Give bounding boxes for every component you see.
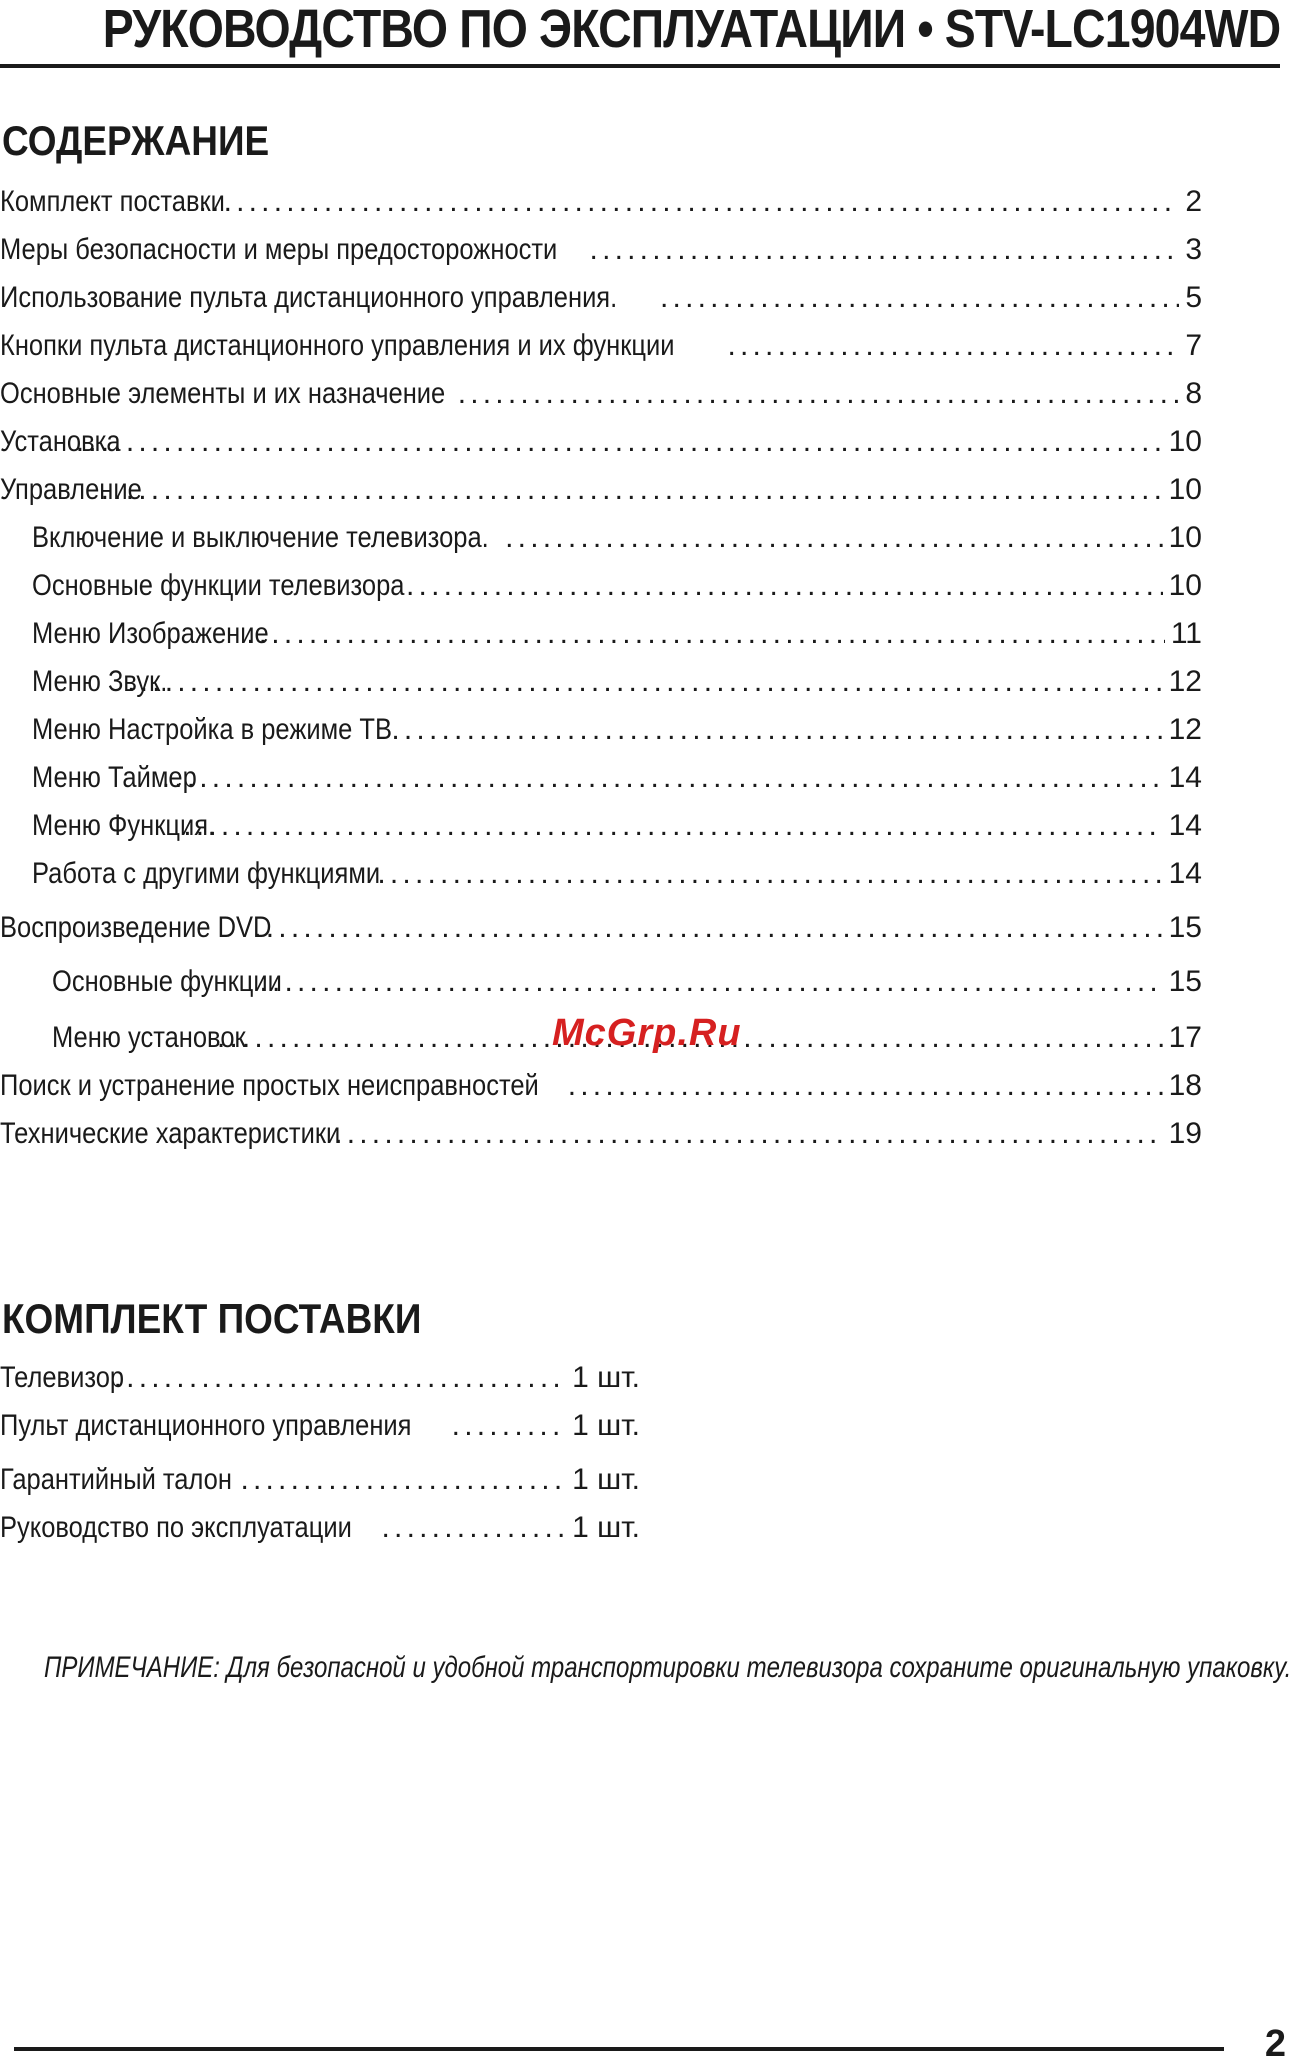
toc-item-label: Меню установок <box>52 1021 246 1054</box>
toc-leader-dots <box>334 1110 1162 1158</box>
toc-item-label: Меню Звук. <box>32 665 168 698</box>
toc-subitem <box>32 802 1202 850</box>
toc-leader-dots <box>406 562 1163 610</box>
toc-item <box>0 418 1202 466</box>
toc-item-page: 3 <box>1185 233 1202 266</box>
toc-item-page: 10 <box>1168 521 1202 554</box>
toc-leader-dots <box>76 418 1163 466</box>
toc-item-label: Основные функции <box>52 965 282 998</box>
toc-item-page: 15 <box>1168 911 1202 944</box>
kit-item <box>0 1504 640 1552</box>
toc-leader-dots <box>199 178 1180 226</box>
toc-subitem <box>32 706 1202 754</box>
toc-item <box>0 226 1202 274</box>
kit-leader-dots <box>114 1354 567 1402</box>
toc-leader-dots <box>505 514 1162 562</box>
kit-item-label: Руководство по эксплуатации <box>0 1511 352 1544</box>
kit-item-qty: 1 шт. <box>572 1463 640 1496</box>
toc-item-page: 10 <box>1168 425 1202 458</box>
toc-subitem <box>32 658 1202 706</box>
kit-item-qty: 1 шт. <box>572 1409 640 1442</box>
note: ПРИМЕЧАНИЕ: Для безопасной и удобной транспортировки телевизора сохраните оригинальную упаковку. <box>44 1651 1292 1684</box>
toc-leader-dots <box>727 322 1179 370</box>
toc-item <box>0 1110 1202 1158</box>
toc-item-label: Использование пульта дистанционного управления. <box>0 281 618 314</box>
toc-item-label: Комплект поставки <box>0 185 225 218</box>
toc-item-label: Кнопки пульта дистанционного управления и их функции <box>0 329 675 362</box>
toc-item-label: Работа с другими функциями <box>32 857 381 890</box>
toc-leader-dots <box>162 754 1163 802</box>
toc-item <box>0 370 1202 418</box>
toc-item <box>0 322 1202 370</box>
toc-item-page: 14 <box>1168 761 1202 794</box>
document-title: РУКОВОДСТВО ПО ЭКСПЛУАТАЦИИ • STV-LC1904WD <box>102 0 1280 59</box>
toc-item-page: 19 <box>1168 1117 1202 1150</box>
toc-leader-dots <box>101 466 1163 514</box>
kit-leader-dots <box>240 1456 566 1504</box>
toc-item <box>0 904 1202 952</box>
toc-item-label: Основные функции телевизора <box>32 569 405 602</box>
toc-item-page: 5 <box>1185 281 1202 314</box>
toc-leader-dots <box>246 610 1165 658</box>
page-number: 2 <box>1264 2023 1286 2065</box>
toc-item-page: 7 <box>1185 329 1202 362</box>
toc-leader-dots <box>458 370 1180 418</box>
toc-item-label: Воспроизведение DVD <box>0 911 272 944</box>
kit-item <box>0 1402 640 1450</box>
toc-item-label: Основные элементы и их назначение <box>0 377 446 410</box>
toc-item <box>0 274 1202 322</box>
toc-item-page: 11 <box>1170 617 1202 650</box>
toc-subitem <box>32 514 1202 562</box>
toc-item-page: 14 <box>1168 857 1202 890</box>
toc-item-label: Меню Настройка в режиме ТВ <box>32 713 393 746</box>
toc-item-label: Меню Функция. <box>32 809 216 842</box>
toc-leader-dots <box>590 226 1180 274</box>
toc-leader-dots <box>391 706 1162 754</box>
contents-heading: СОДЕРЖАНИЕ <box>2 117 270 164</box>
toc-leader-dots <box>568 1062 1163 1110</box>
kit-item-label: Пульт дистанционного управления <box>0 1409 412 1442</box>
toc-item-label: Технические характеристики <box>0 1117 341 1150</box>
kit-item-label: Телевизор <box>0 1361 125 1394</box>
toc-leader-dots <box>377 850 1162 898</box>
kit-item-qty: 1 шт. <box>572 1361 640 1394</box>
toc-item-label: Поиск и устранение простых неисправностей <box>0 1069 539 1102</box>
toc-leader-dots <box>127 658 1163 706</box>
toc-leader-dots <box>253 904 1162 952</box>
toc-item-label: Управление <box>0 473 142 506</box>
toc-item <box>0 466 1202 514</box>
toc-leader-dots <box>183 802 1162 850</box>
toc-subitem <box>32 850 1202 898</box>
toc-item <box>0 1062 1202 1110</box>
toc-subitem <box>52 958 1202 1006</box>
toc-item-page: 15 <box>1168 965 1202 998</box>
watermark: McGrp.Ru <box>552 1012 742 1054</box>
kit-item <box>0 1456 640 1504</box>
toc-subitem <box>32 610 1202 658</box>
header-rule <box>0 64 1280 68</box>
toc-subitem <box>32 562 1202 610</box>
toc-item-page: 14 <box>1168 809 1202 842</box>
toc-item-page: 10 <box>1168 473 1202 506</box>
footer-rule <box>14 2047 1224 2051</box>
toc-item-page: 2 <box>1185 185 1202 218</box>
toc-item <box>0 178 1202 226</box>
kit-heading: КОМПЛЕКТ ПОСТАВКИ <box>2 1295 422 1342</box>
kit-leader-dots <box>452 1402 566 1450</box>
toc-item-page: 12 <box>1168 665 1202 698</box>
toc-item-page: 10 <box>1168 569 1202 602</box>
toc-item-page: 8 <box>1185 377 1202 410</box>
toc-item-page: 17 <box>1168 1021 1202 1054</box>
toc-item-page: 18 <box>1168 1069 1202 1102</box>
toc-item-label: Меры безопасности и меры предосторожности <box>0 233 558 266</box>
kit-leader-dots <box>382 1504 567 1552</box>
toc-item-label: Установка <box>0 425 121 458</box>
toc-item-label: Меню Таймер <box>32 761 197 794</box>
toc-item-label: Меню Изображение <box>32 617 269 650</box>
toc-subitem <box>32 754 1202 802</box>
kit-item-qty: 1 шт. <box>572 1511 640 1544</box>
toc-leader-dots <box>259 958 1162 1006</box>
toc-item-page: 12 <box>1168 713 1202 746</box>
kit-item <box>0 1354 640 1402</box>
toc-leader-dots <box>660 274 1179 322</box>
toc-item-label: Включение и выключение телевизора. <box>32 521 489 554</box>
kit-item-label: Гарантийный талон <box>0 1463 232 1496</box>
